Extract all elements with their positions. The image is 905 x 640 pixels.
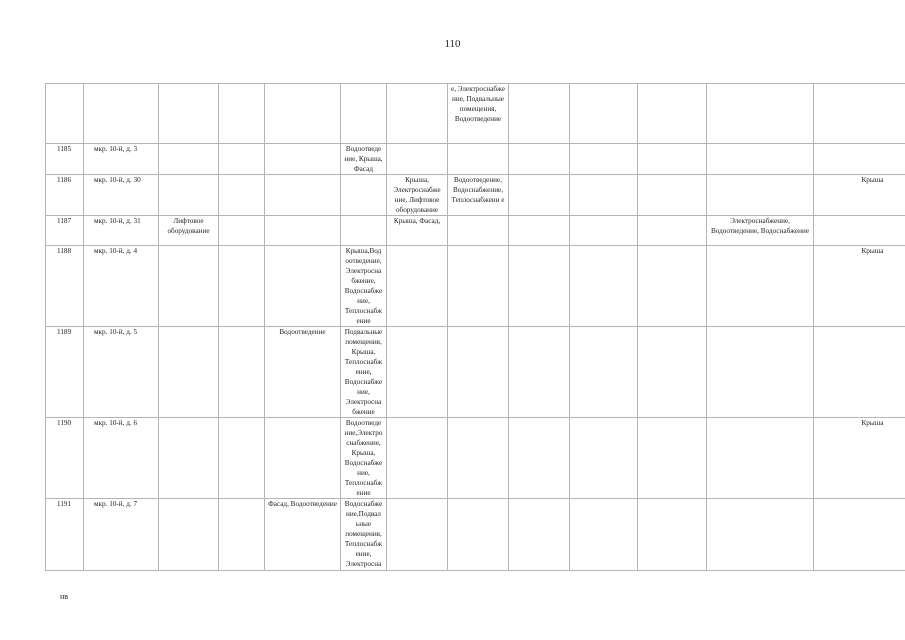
table-cell bbox=[707, 327, 814, 418]
address-cell: мкр. 10-й, д. 7 bbox=[84, 499, 159, 571]
table-cell bbox=[570, 144, 638, 175]
table-cell: Фасад, Водоотведение bbox=[265, 499, 341, 571]
table-cell bbox=[509, 499, 570, 571]
table-cell bbox=[219, 246, 265, 327]
table-cell bbox=[448, 216, 509, 246]
table-cell bbox=[341, 84, 387, 144]
table-cell bbox=[570, 418, 638, 499]
table-cell: Крыша bbox=[814, 246, 905, 327]
table-cell bbox=[387, 144, 448, 175]
table-cell bbox=[638, 84, 707, 144]
table-cell bbox=[814, 499, 905, 571]
table-cell bbox=[219, 175, 265, 216]
table-cell bbox=[638, 499, 707, 571]
table-row bbox=[46, 418, 905, 499]
table-cell: Электроснабжение, Водоотведение, Водоснабжение bbox=[707, 216, 814, 246]
table-cell bbox=[707, 84, 814, 144]
table-cell bbox=[814, 144, 905, 175]
address-cell bbox=[84, 84, 159, 144]
table-cell bbox=[509, 84, 570, 144]
table-cell bbox=[159, 327, 219, 418]
table-cell: Подвальные помещения, Крыша, Теплоснабж ение, Водоснабже ние, Электросна бжение bbox=[341, 327, 387, 418]
table-cell bbox=[219, 84, 265, 144]
table-cell bbox=[638, 418, 707, 499]
table-cell bbox=[638, 327, 707, 418]
table-cell bbox=[814, 216, 905, 246]
table-cell bbox=[570, 327, 638, 418]
table-cell bbox=[265, 175, 341, 216]
table-cell: Водоотведение, Водоснабжение, Теплоснабжени е bbox=[448, 175, 509, 216]
table-cell: Крыша bbox=[814, 175, 905, 216]
address-cell: мкр. 10-й, д. 3 bbox=[84, 144, 159, 175]
table-cell bbox=[707, 418, 814, 499]
address-cell: мкр. 10-й, д. 31 bbox=[84, 216, 159, 246]
table-cell bbox=[509, 327, 570, 418]
table-row bbox=[46, 499, 905, 571]
address-cell: мкр. 10-й, д. 4 bbox=[84, 246, 159, 327]
table-cell: Водоотведе ние, Крыша, Фасад bbox=[341, 144, 387, 175]
table-cell bbox=[638, 175, 707, 216]
address-cell: мкр. 10-й, д. 5 bbox=[84, 327, 159, 418]
row-number-cell: 1188 bbox=[46, 246, 84, 327]
table-cell bbox=[219, 418, 265, 499]
row-number-cell: 1186 bbox=[46, 175, 84, 216]
table-cell bbox=[387, 246, 448, 327]
table-cell bbox=[387, 499, 448, 571]
table-cell bbox=[265, 216, 341, 246]
table-cell bbox=[638, 246, 707, 327]
table-cell: Лифтовое оборудование bbox=[159, 216, 219, 246]
table-cell bbox=[570, 246, 638, 327]
table-cell bbox=[814, 84, 905, 144]
table-cell: Крыша bbox=[814, 418, 905, 499]
table-cell bbox=[159, 144, 219, 175]
table-cell bbox=[219, 144, 265, 175]
table-cell bbox=[707, 175, 814, 216]
table-row bbox=[46, 144, 905, 175]
table-cell bbox=[159, 418, 219, 499]
row-number-cell: 1190 bbox=[46, 418, 84, 499]
table-cell bbox=[265, 84, 341, 144]
table-cell bbox=[509, 216, 570, 246]
table-cell bbox=[448, 144, 509, 175]
table-cell: е, Электроснабже ние, Подвальные помещения, Водоотведение bbox=[448, 84, 509, 144]
table-row bbox=[46, 84, 905, 144]
table-cell: Водоснабже ние,Подвал ьные помещения, Теплоснабж ение, Электросна bbox=[341, 499, 387, 571]
table-cell bbox=[638, 216, 707, 246]
row-number-cell: 1187 bbox=[46, 216, 84, 246]
page-number: 110 bbox=[444, 38, 461, 50]
table-cell bbox=[219, 327, 265, 418]
table-cell bbox=[707, 246, 814, 327]
table-cell bbox=[814, 327, 905, 418]
row-number-cell: 1189 bbox=[46, 327, 84, 418]
table-cell bbox=[707, 499, 814, 571]
table-cell bbox=[159, 84, 219, 144]
table-cell bbox=[387, 418, 448, 499]
table-cell bbox=[570, 499, 638, 571]
table-cell bbox=[265, 246, 341, 327]
table-cell bbox=[159, 499, 219, 571]
footer-note: нв bbox=[60, 592, 69, 601]
table-cell bbox=[387, 84, 448, 144]
table-cell: Крыша, Электроснабже ние, Лифтовое оборудование bbox=[387, 175, 448, 216]
table-cell: Крыша,Вод оотведение, Электросна бжение, Водоснабже ние, Теплоснабж ение bbox=[341, 246, 387, 327]
table-cell bbox=[219, 499, 265, 571]
table-cell: Водоотведение bbox=[265, 327, 341, 418]
table-cell bbox=[570, 84, 638, 144]
table-cell bbox=[448, 418, 509, 499]
table-cell bbox=[448, 327, 509, 418]
table-row bbox=[46, 216, 905, 246]
table-cell bbox=[707, 144, 814, 175]
row-number-cell: 1191 bbox=[46, 499, 84, 571]
table-cell bbox=[159, 246, 219, 327]
row-number-cell bbox=[46, 84, 84, 144]
table-cell bbox=[341, 175, 387, 216]
table-cell bbox=[570, 216, 638, 246]
address-cell: мкр. 10-й, д. 30 bbox=[84, 175, 159, 216]
table-cell bbox=[219, 216, 265, 246]
address-cell: мкр. 10-й, д. 6 bbox=[84, 418, 159, 499]
table-cell bbox=[638, 144, 707, 175]
table-cell bbox=[509, 418, 570, 499]
table-cell bbox=[509, 144, 570, 175]
table-cell bbox=[448, 499, 509, 571]
table-cell bbox=[341, 216, 387, 246]
table-cell: Крыша, Фасад, bbox=[387, 216, 448, 246]
table-cell bbox=[570, 175, 638, 216]
table-cell: Водоотведе ние,Электро снабжение, Крыша, Водоснабже ние, Теплоснабж ение bbox=[341, 418, 387, 499]
table-cell bbox=[387, 327, 448, 418]
table-cell bbox=[509, 246, 570, 327]
row-number-cell: 1185 bbox=[46, 144, 84, 175]
table-cell bbox=[265, 418, 341, 499]
table-row bbox=[46, 327, 905, 418]
table-cell bbox=[159, 175, 219, 216]
table-cell bbox=[509, 175, 570, 216]
table-cell bbox=[265, 144, 341, 175]
table-row bbox=[46, 175, 905, 216]
table-cell bbox=[448, 246, 509, 327]
table-row bbox=[46, 246, 905, 327]
schedule-table bbox=[45, 83, 905, 571]
